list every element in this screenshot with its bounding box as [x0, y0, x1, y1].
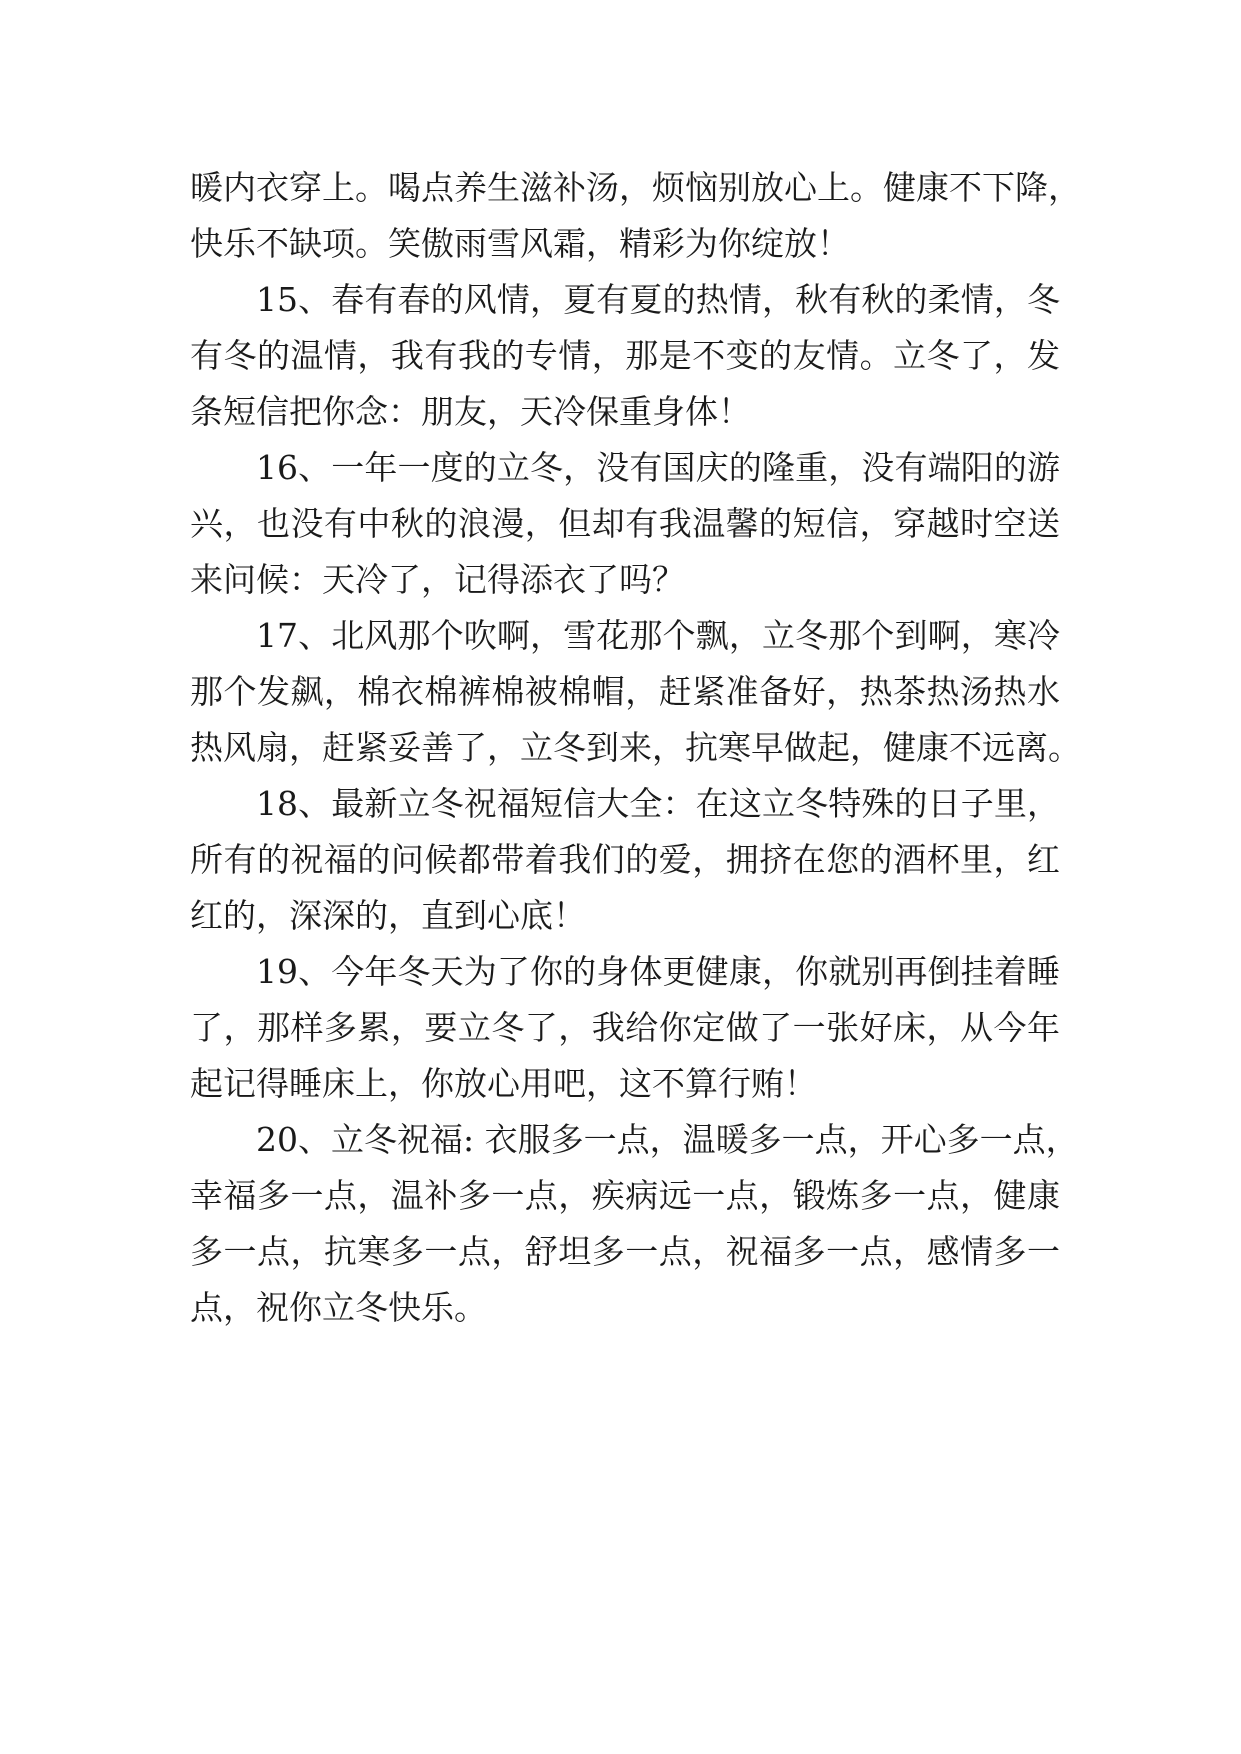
paragraph-18-start: 18、最新立冬祝福短信大全：在这立冬特殊的日子里，	[256, 784, 1060, 823]
text-line: 来问候：天冷了，记得添衣了吗？	[190, 560, 685, 599]
paragraph-15-start: 15、春有春的风情，夏有夏的热情，秋有秋的柔情，冬	[256, 280, 1060, 319]
text-line: 了，那样多累，要立冬了，我给你定做了一张好床，从今年	[190, 1008, 1060, 1047]
paragraph-19-start: 19、今年冬天为了你的身体更健康，你就别再倒挂着睡	[256, 952, 1060, 991]
text-line: 幸福多一点，温补多一点，疾病远一点，锻炼多一点，健康	[190, 1176, 1060, 1215]
text-line: 红的，深深的，直到心底！	[190, 896, 586, 935]
text-line: 多一点，抗寒多一点，舒坦多一点，祝福多一点，感情多一	[190, 1232, 1060, 1271]
paragraph-16-start: 16、一年一度的立冬，没有国庆的隆重，没有端阳的游	[256, 448, 1060, 487]
paragraph-17-start: 17、北风那个吹啊，雪花那个飘，立冬那个到啊，寒冷	[256, 616, 1060, 655]
text-line: 热风扇，赶紧妥善了，立冬到来，抗寒早做起，健康不远离。	[190, 728, 1081, 767]
text-line: 快乐不缺项。笑傲雨雪风霜，精彩为你绽放！	[190, 224, 850, 263]
text-line: 那个发飙，棉衣棉裤棉被棉帽，赶紧准备好，热茶热汤热水	[190, 672, 1060, 711]
text-line: 所有的祝福的问候都带着我们的爱，拥挤在您的酒杯里，红	[190, 840, 1060, 879]
text-line: 点，祝你立冬快乐。	[190, 1288, 487, 1327]
text-line: 条短信把你念：朋友，天冷保重身体！	[190, 392, 751, 431]
text-line: 起记得睡床上，你放心用吧，这不算行贿！	[190, 1064, 817, 1103]
text-line: 有冬的温情，我有我的专情，那是不变的友情。立冬了，发	[190, 336, 1060, 375]
text-line: 兴，也没有中秋的浪漫，但却有我温馨的短信，穿越时空送	[190, 504, 1060, 543]
paragraph-20-start: 20、立冬祝福: 衣服多一点，温暖多一点，开心多一点，	[256, 1120, 1079, 1159]
text-line: 暖内衣穿上。喝点养生滋补汤，烦恼别放心上。健康不下降，	[190, 168, 1081, 207]
body-text	[190, 160, 1081, 1336]
